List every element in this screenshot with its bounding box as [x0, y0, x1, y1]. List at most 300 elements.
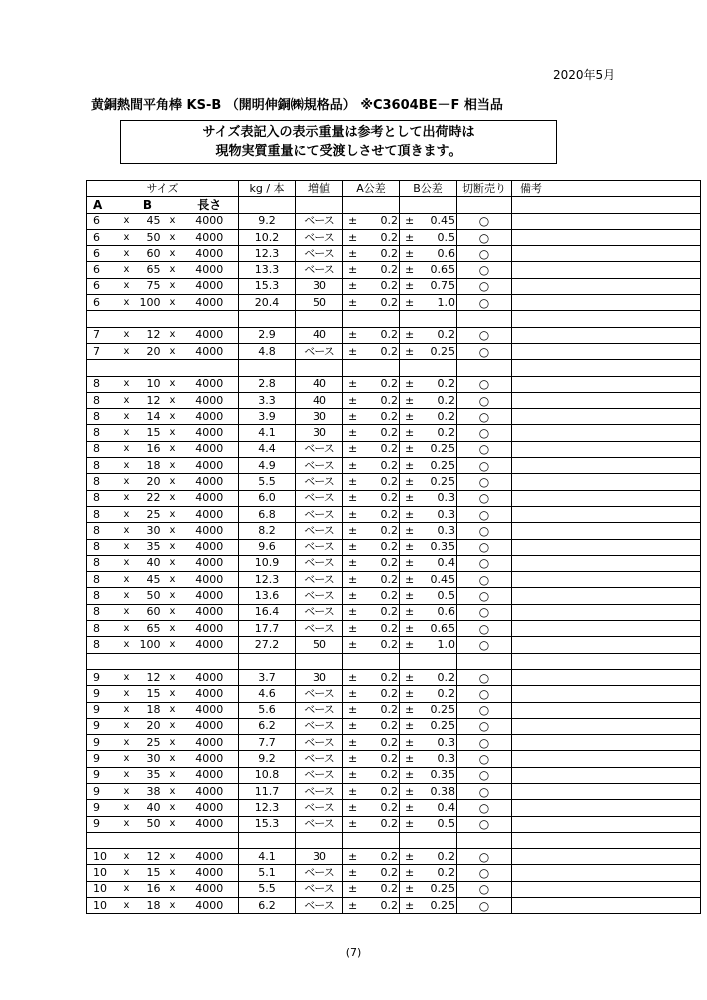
surcharge: 50 — [296, 295, 343, 311]
cut-mark: ○ — [457, 376, 512, 392]
subheader-row — [87, 197, 701, 213]
spacer-row — [87, 832, 701, 848]
note — [512, 735, 701, 751]
note — [512, 539, 701, 555]
a-tolerance — [343, 327, 400, 343]
note — [512, 555, 701, 571]
note — [512, 653, 701, 669]
a-tolerance — [343, 360, 400, 376]
surcharge: ベース — [296, 213, 343, 229]
dim-a: 6 — [87, 213, 119, 229]
weight: 5.1 — [239, 865, 296, 881]
note — [512, 441, 701, 457]
weight: 4.6 — [239, 686, 296, 702]
length: 4000 — [181, 376, 239, 392]
cut-mark: ○ — [457, 506, 512, 522]
dim-b: 35 — [146, 540, 161, 554]
spacer-row — [87, 360, 701, 376]
cut-mark: ○ — [457, 621, 512, 637]
tolerance-value: 0.2 — [380, 474, 398, 488]
cut-mark: ○ — [457, 898, 512, 914]
plus-minus-sign: ± — [405, 556, 415, 570]
cut-mark — [457, 832, 512, 848]
cut-mark: ○ — [457, 229, 512, 245]
a-tolerance — [343, 539, 400, 555]
cut-mark: ○ — [457, 800, 512, 816]
table-row — [87, 295, 701, 311]
dim-a: 10 — [87, 849, 119, 865]
tolerance-value: 0.5 — [437, 817, 455, 831]
tolerance-value: 0.35 — [430, 540, 455, 554]
subheader-length: 長さ — [181, 197, 239, 213]
surcharge: ベース — [296, 881, 343, 897]
tolerance-value: 0.25 — [430, 898, 455, 912]
cut-mark: ○ — [457, 490, 512, 506]
plus-minus-sign: ± — [405, 393, 415, 407]
b-tolerance — [400, 751, 457, 767]
plus-minus-sign: ± — [405, 295, 415, 309]
weight — [239, 311, 296, 327]
length — [181, 360, 239, 376]
plus-minus-sign: ± — [348, 328, 358, 342]
b-tolerance — [400, 376, 457, 392]
sep-1: x — [123, 264, 130, 276]
length: 4000 — [181, 702, 239, 718]
sep-1: x — [123, 687, 130, 699]
weight: 10.9 — [239, 555, 296, 571]
sep-1 — [119, 832, 135, 848]
dim-a: 6 — [87, 295, 119, 311]
table-row — [87, 523, 701, 539]
tolerance-value: 0.2 — [380, 898, 398, 912]
dim-b: 38 — [146, 784, 161, 798]
tolerance-value: 0.45 — [430, 214, 455, 228]
b-tolerance — [400, 604, 457, 620]
surcharge: ベース — [296, 800, 343, 816]
sep-2: x — [169, 280, 176, 292]
dim-a: 7 — [87, 343, 119, 359]
tolerance-value: 0.2 — [437, 409, 455, 423]
weight: 4.9 — [239, 458, 296, 474]
length: 4000 — [181, 783, 239, 799]
dim-a: 8 — [87, 588, 119, 604]
surcharge: ベース — [296, 783, 343, 799]
surcharge: ベース — [296, 702, 343, 718]
dim-b: 65 — [146, 621, 161, 635]
length: 4000 — [181, 555, 239, 571]
sep-1: x — [123, 541, 130, 553]
sep-2 — [165, 311, 181, 327]
sep-1: x — [123, 671, 130, 683]
dim-b — [135, 832, 165, 848]
cut-mark: ○ — [457, 458, 512, 474]
a-tolerance — [343, 637, 400, 653]
b-tolerance — [400, 458, 457, 474]
weight — [239, 832, 296, 848]
tolerance-value: 0.25 — [430, 458, 455, 472]
surcharge: ベース — [296, 262, 343, 278]
plus-minus-sign: ± — [348, 621, 358, 635]
sep-2: x — [169, 378, 176, 390]
table-row — [87, 718, 701, 734]
length: 4000 — [181, 881, 239, 897]
tolerance-value: 0.2 — [380, 882, 398, 896]
cut-mark: ○ — [457, 718, 512, 734]
sep-1: x — [123, 247, 130, 259]
weight: 12.3 — [239, 246, 296, 262]
weight: 13.6 — [239, 588, 296, 604]
a-tolerance — [343, 604, 400, 620]
plus-minus-sign: ± — [348, 898, 358, 912]
surcharge: ベース — [296, 555, 343, 571]
sep-2: x — [169, 443, 176, 455]
plus-minus-sign: ± — [405, 507, 415, 521]
sep-2: x — [169, 410, 176, 422]
weight: 3.7 — [239, 669, 296, 685]
sep-1: x — [123, 753, 130, 765]
length: 4000 — [181, 588, 239, 604]
dim-a: 8 — [87, 506, 119, 522]
a-tolerance — [343, 898, 400, 914]
table-body — [87, 181, 701, 914]
length: 4000 — [181, 474, 239, 490]
plus-minus-sign: ± — [405, 768, 415, 782]
sep-1: x — [123, 231, 130, 243]
header-cut-sale: 切断売り — [457, 181, 512, 197]
plus-minus-sign: ± — [348, 719, 358, 733]
plus-minus-sign: ± — [348, 393, 358, 407]
surcharge: ベース — [296, 523, 343, 539]
dim-b: 60 — [146, 605, 161, 619]
b-tolerance — [400, 702, 457, 718]
tolerance-value: 0.25 — [430, 474, 455, 488]
a-tolerance — [343, 686, 400, 702]
dim-a: 9 — [87, 783, 119, 799]
dim-b: 12 — [146, 849, 161, 863]
tolerance-value: 0.5 — [437, 230, 455, 244]
sep-2: x — [169, 394, 176, 406]
length: 4000 — [181, 849, 239, 865]
a-tolerance — [343, 718, 400, 734]
cut-mark: ○ — [457, 572, 512, 588]
dim-a: 9 — [87, 702, 119, 718]
dim-b: 40 — [146, 556, 161, 570]
weight — [239, 653, 296, 669]
tolerance-value: 1.0 — [437, 637, 455, 651]
a-tolerance — [343, 588, 400, 604]
sep-1 — [119, 360, 135, 376]
dim-b: 20 — [146, 474, 161, 488]
length: 4000 — [181, 441, 239, 457]
tolerance-value: 0.2 — [437, 377, 455, 391]
length: 4000 — [181, 343, 239, 359]
note — [512, 718, 701, 734]
sep-1: x — [123, 818, 130, 830]
tolerance-value: 0.3 — [437, 752, 455, 766]
plus-minus-sign: ± — [348, 442, 358, 456]
weight: 12.3 — [239, 800, 296, 816]
a-tolerance — [343, 702, 400, 718]
dim-b: 14 — [146, 409, 161, 423]
plus-minus-sign: ± — [348, 866, 358, 880]
plus-minus-sign: ± — [405, 849, 415, 863]
length: 4000 — [181, 539, 239, 555]
table-row — [87, 783, 701, 799]
plus-minus-sign: ± — [348, 426, 358, 440]
note — [512, 767, 701, 783]
cut-mark — [457, 311, 512, 327]
sep-2: x — [169, 785, 176, 797]
a-tolerance — [343, 800, 400, 816]
dim-a: 9 — [87, 735, 119, 751]
tolerance-value: 0.5 — [437, 589, 455, 603]
tolerance-value: 0.2 — [437, 393, 455, 407]
header-note: 備考 — [512, 181, 701, 197]
plus-minus-sign: ± — [405, 491, 415, 505]
surcharge: ベース — [296, 621, 343, 637]
sep-1: x — [123, 475, 130, 487]
table-row — [87, 865, 701, 881]
dim-a: 9 — [87, 767, 119, 783]
a-tolerance — [343, 229, 400, 245]
weight: 27.2 — [239, 637, 296, 653]
plus-minus-sign: ± — [348, 556, 358, 570]
length: 4000 — [181, 506, 239, 522]
sep-1: x — [123, 443, 130, 455]
a-tolerance — [343, 474, 400, 490]
plus-minus-sign: ± — [405, 409, 415, 423]
plus-minus-sign: ± — [348, 344, 358, 358]
b-tolerance — [400, 392, 457, 408]
note — [512, 588, 701, 604]
surcharge: 40 — [296, 392, 343, 408]
weight: 5.5 — [239, 474, 296, 490]
surcharge: ベース — [296, 751, 343, 767]
sep-2: x — [169, 801, 176, 813]
dim-a: 8 — [87, 474, 119, 490]
surcharge: 30 — [296, 278, 343, 294]
sep-2: x — [169, 296, 176, 308]
sep-2: x — [169, 850, 176, 862]
a-tolerance — [343, 506, 400, 522]
table-row — [87, 604, 701, 620]
plus-minus-sign: ± — [405, 637, 415, 651]
tolerance-value: 0.2 — [380, 328, 398, 342]
table-row — [87, 621, 701, 637]
cut-mark: ○ — [457, 783, 512, 799]
dim-b: 50 — [146, 230, 161, 244]
dim-b — [135, 311, 165, 327]
a-tolerance — [343, 767, 400, 783]
dim-b: 30 — [146, 752, 161, 766]
table-row — [87, 702, 701, 718]
sep-2 — [165, 653, 181, 669]
note — [512, 751, 701, 767]
length: 4000 — [181, 735, 239, 751]
weight: 4.4 — [239, 441, 296, 457]
sep-1: x — [123, 883, 130, 895]
tolerance-value: 0.25 — [430, 344, 455, 358]
a-tolerance — [343, 523, 400, 539]
tolerance-value: 0.2 — [437, 686, 455, 700]
cut-mark: ○ — [457, 441, 512, 457]
sep-2: x — [169, 345, 176, 357]
note — [512, 392, 701, 408]
length: 4000 — [181, 392, 239, 408]
surcharge: 30 — [296, 849, 343, 865]
length: 4000 — [181, 816, 239, 832]
tolerance-value: 0.2 — [380, 719, 398, 733]
dim-a: 6 — [87, 278, 119, 294]
note — [512, 311, 701, 327]
length: 4000 — [181, 865, 239, 881]
surcharge — [296, 311, 343, 327]
b-tolerance — [400, 441, 457, 457]
weight: 7.7 — [239, 735, 296, 751]
weight: 15.3 — [239, 278, 296, 294]
cut-mark: ○ — [457, 392, 512, 408]
plus-minus-sign: ± — [348, 817, 358, 831]
table-row — [87, 800, 701, 816]
surcharge — [296, 360, 343, 376]
tolerance-value: 0.2 — [380, 295, 398, 309]
dim-b: 18 — [146, 703, 161, 717]
cut-mark: ○ — [457, 816, 512, 832]
plus-minus-sign: ± — [348, 230, 358, 244]
weight: 6.2 — [239, 898, 296, 914]
note — [512, 229, 701, 245]
b-tolerance — [400, 295, 457, 311]
sep-1: x — [123, 850, 130, 862]
dim-a: 8 — [87, 572, 119, 588]
plus-minus-sign: ± — [348, 377, 358, 391]
a-tolerance — [343, 783, 400, 799]
sep-1: x — [123, 606, 130, 618]
table-row — [87, 686, 701, 702]
dim-b: 20 — [146, 344, 161, 358]
length: 4000 — [181, 718, 239, 734]
table-row — [87, 262, 701, 278]
a-tolerance — [343, 441, 400, 457]
a-tolerance — [343, 653, 400, 669]
tolerance-value: 0.6 — [437, 605, 455, 619]
note — [512, 898, 701, 914]
cut-mark: ○ — [457, 604, 512, 620]
plus-minus-sign: ± — [348, 572, 358, 586]
note — [512, 262, 701, 278]
dim-b — [135, 653, 165, 669]
sep-2: x — [169, 215, 176, 227]
sep-1: x — [123, 296, 130, 308]
tolerance-value: 0.2 — [380, 442, 398, 456]
table-row — [87, 572, 701, 588]
weight: 3.3 — [239, 392, 296, 408]
tolerance-value: 0.2 — [380, 507, 398, 521]
table-row — [87, 278, 701, 294]
dim-a: 8 — [87, 409, 119, 425]
dim-a: 10 — [87, 881, 119, 897]
note — [512, 409, 701, 425]
length — [181, 832, 239, 848]
surcharge: 50 — [296, 637, 343, 653]
dim-b: 12 — [146, 393, 161, 407]
cut-mark — [457, 653, 512, 669]
page-number: (7) — [345, 946, 362, 959]
b-tolerance — [400, 588, 457, 604]
plus-minus-sign: ± — [405, 800, 415, 814]
plus-minus-sign: ± — [348, 474, 358, 488]
header-surcharge: 増値 — [296, 181, 343, 197]
a-tolerance — [343, 458, 400, 474]
sep-2: x — [169, 231, 176, 243]
surcharge: 40 — [296, 376, 343, 392]
sep-1: x — [123, 590, 130, 602]
weight: 6.2 — [239, 718, 296, 734]
sep-1: x — [123, 736, 130, 748]
sep-1: x — [123, 427, 130, 439]
weight: 9.6 — [239, 539, 296, 555]
cut-mark: ○ — [457, 767, 512, 783]
dim-a: 8 — [87, 392, 119, 408]
dim-b: 50 — [146, 589, 161, 603]
tolerance-value: 0.2 — [380, 670, 398, 684]
tolerance-value: 0.2 — [380, 572, 398, 586]
b-tolerance — [400, 849, 457, 865]
surcharge: ベース — [296, 343, 343, 359]
tolerance-value: 0.2 — [380, 344, 398, 358]
plus-minus-sign: ± — [405, 686, 415, 700]
length: 4000 — [181, 800, 239, 816]
a-tolerance — [343, 409, 400, 425]
a-tolerance — [343, 849, 400, 865]
plus-minus-sign: ± — [348, 670, 358, 684]
header-b-tolerance: B公差 — [400, 181, 457, 197]
dim-a: 9 — [87, 669, 119, 685]
a-tolerance — [343, 816, 400, 832]
sep-2: x — [169, 867, 176, 879]
note — [512, 621, 701, 637]
sep-2: x — [169, 671, 176, 683]
tolerance-value: 0.3 — [437, 507, 455, 521]
surcharge: ベース — [296, 572, 343, 588]
cut-mark: ○ — [457, 295, 512, 311]
tolerance-value: 0.3 — [437, 523, 455, 537]
sep-2: x — [169, 720, 176, 732]
surcharge: ベース — [296, 458, 343, 474]
dim-b: 16 — [146, 442, 161, 456]
surcharge: ベース — [296, 865, 343, 881]
sep-1: x — [123, 622, 130, 634]
tolerance-value: 0.2 — [380, 409, 398, 423]
table-row — [87, 490, 701, 506]
cut-mark: ○ — [457, 637, 512, 653]
plus-minus-sign: ± — [348, 752, 358, 766]
dim-b: 40 — [146, 800, 161, 814]
dim-b: 45 — [146, 214, 161, 228]
cut-mark: ○ — [457, 849, 512, 865]
plus-minus-sign: ± — [348, 523, 358, 537]
table-row — [87, 474, 701, 490]
weight: 5.5 — [239, 881, 296, 897]
table-row — [87, 767, 701, 783]
sep-1: x — [123, 704, 130, 716]
table-row — [87, 506, 701, 522]
surcharge: ベース — [296, 490, 343, 506]
tolerance-value: 0.65 — [430, 621, 455, 635]
tolerance-value: 0.2 — [380, 637, 398, 651]
a-tolerance — [343, 392, 400, 408]
dim-b: 65 — [146, 263, 161, 277]
